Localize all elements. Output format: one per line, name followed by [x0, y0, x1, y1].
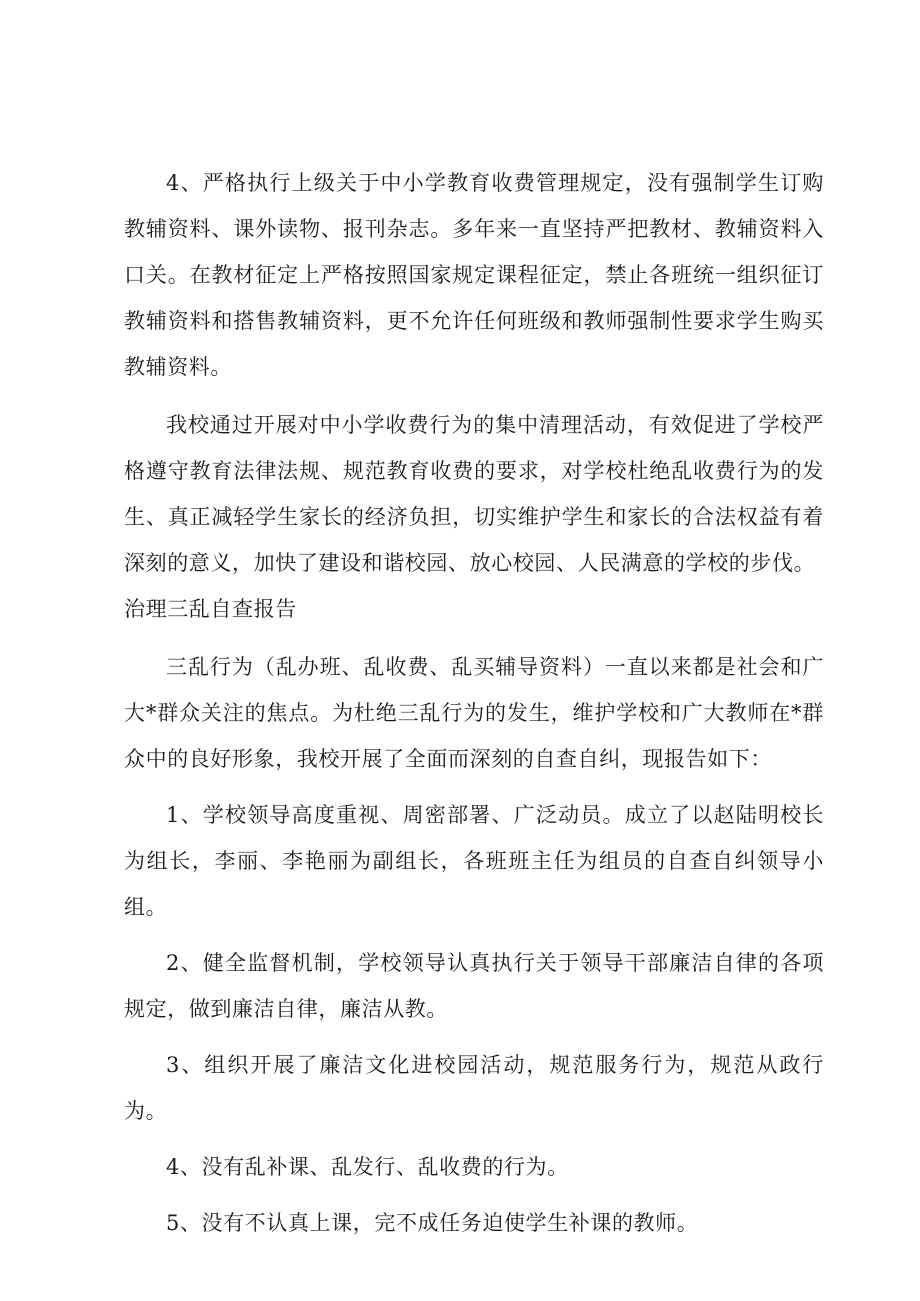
- list-item-leadership: 1、学校领导高度重视、周密部署、广泛动员。成立了以赵陆明校长为组长，李丽、李艳丽为副组长，各班班主任为组员的自查自纠领导小组。: [124, 803, 824, 919]
- document-body: [124, 160, 824, 1246]
- list-item-teachers: 5、没有不认真上课，完不成任务迫使学生补课的教师。: [166, 1211, 699, 1235]
- list-item-integrity-activity: 3、组织开展了廉洁文化进校园活动，规范服务行为，规范从政行为。: [124, 1053, 824, 1123]
- report-title: 治理三乱自查报告: [124, 597, 297, 621]
- paragraph-introduction: 三乱行为（乱办班、乱收费、乱买辅导资料）一直以来都是社会和广大*群众关注的焦点。为杜绝三乱行为的发生，维护学校和广大教师在*群众中的良好形象，我校开展了全面而深刻的自查自纠，现报告如下：: [124, 655, 824, 771]
- list-item-no-fees: 4、没有乱补课、乱发行、乱收费的行为。: [166, 1155, 569, 1179]
- paragraph-cleanup-summary: 我校通过开展对中小学收费行为的集中清理活动，有效促进了学校严格遵守教育法律法规、规范教育收费的要求，对学校杜绝乱收费行为的发生、真正减轻学生家长的经济负担，切实维护学生和家长的合法权益有着深刻的意义，加快了建设和谐校园、放心校园、人民满意的学校的步伐。: [124, 413, 824, 575]
- list-item-supervision: 2、健全监督机制，学校领导认真执行关于领导干部廉洁自律的各项规定，做到廉洁自律，廉洁从教。: [124, 951, 824, 1021]
- paragraph-textbook-rules: 4、严格执行上级关于中小学教育收费管理规定，没有强制学生订购教辅资料、课外读物、报刊杂志。多年来一直坚持严把教材、教辅资料入口关。在教材征定上严格按照国家规定课程征定，禁止各班统一组织征订教辅资料和搭售教辅资料，更不允许任何班级和教师强制性要求学生购买教辅资料。: [124, 171, 824, 379]
